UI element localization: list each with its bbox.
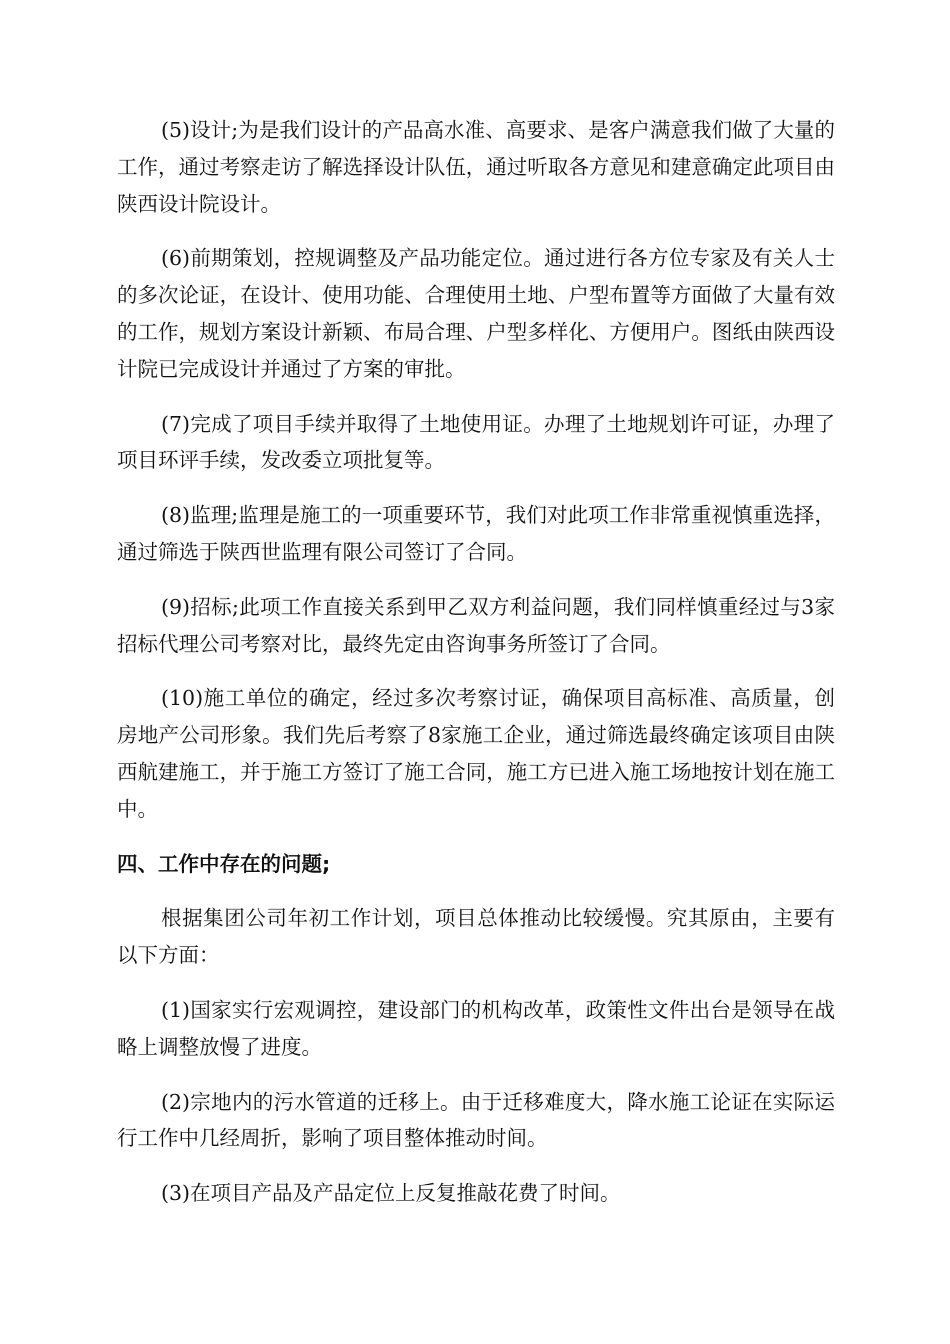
document-body (117, 112, 835, 1230)
paragraph-bidding: (9)招标;此项工作直接关系到甲乙双方利益问题，我们同样慎重经过与3家招标代理公司考察对比，最终先定由咨询事务所签订了合同。 (117, 594, 835, 656)
paragraph-planning: (6)前期策划，控规调整及产品功能定位。通过进行各方位专家及有关人士的多次论证，在设计、使用功能、合理使用土地、户型布置等方面做了大量有效的工作，规划方案设计新颖、布局合理、户型多样化、方便用户。图纸由陕西设计院已完成设计并通过了方案的审批。 (117, 246, 835, 381)
paragraph-design: (5)设计;为是我们设计的产品高水准、高要求、是客户满意我们做了大量的工作，通过考察走访了解选择设计队伍，通过听取各方意见和建意确定此项目由陕西设计院设计。 (117, 118, 835, 216)
paragraph-procedures: (7)完成了项目手续并取得了土地使用证。办理了土地规划许可证，办理了项目环评手续，发改委立项批复等。 (117, 411, 835, 473)
paragraph-contractor: (10)施工单位的确定，经过多次考察讨证，确保项目高标准、高质量，创房地产公司形象。我们先后考察了8家施工企业，通过筛选最终确定该项目由陕西航建施工，并于施工方签订了施工合同，施工方已进入施工场地按计划在施工中。 (117, 686, 835, 821)
paragraph-problem-2: (2)宗地内的污水管道的迁移上。由于迁移难度大，降水施工论证在实际运行工作中几经周折，影响了项目整体推动时间。 (117, 1089, 835, 1151)
paragraph-supervision: (8)监理;监理是施工的一项重要环节，我们对此项工作非常重视慎重选择，通过筛选于陕西世监理有限公司签订了合同。 (117, 503, 835, 564)
paragraph-problem-1: (1)国家实行宏观调控，建设部门的机构改革，政策性文件出台是领导在战略上调整放慢了进度。 (117, 997, 835, 1059)
section-heading-problems: 四、工作中存在的问题; (117, 851, 331, 876)
paragraph-problems-intro: 根据集团公司年初工作计划，项目总体推动比较缓慢。究其原由，主要有以下方面： (117, 906, 835, 968)
paragraph-problem-3: (3)在项目产品及产品定位上反复推敲花费了时间。 (161, 1181, 621, 1206)
